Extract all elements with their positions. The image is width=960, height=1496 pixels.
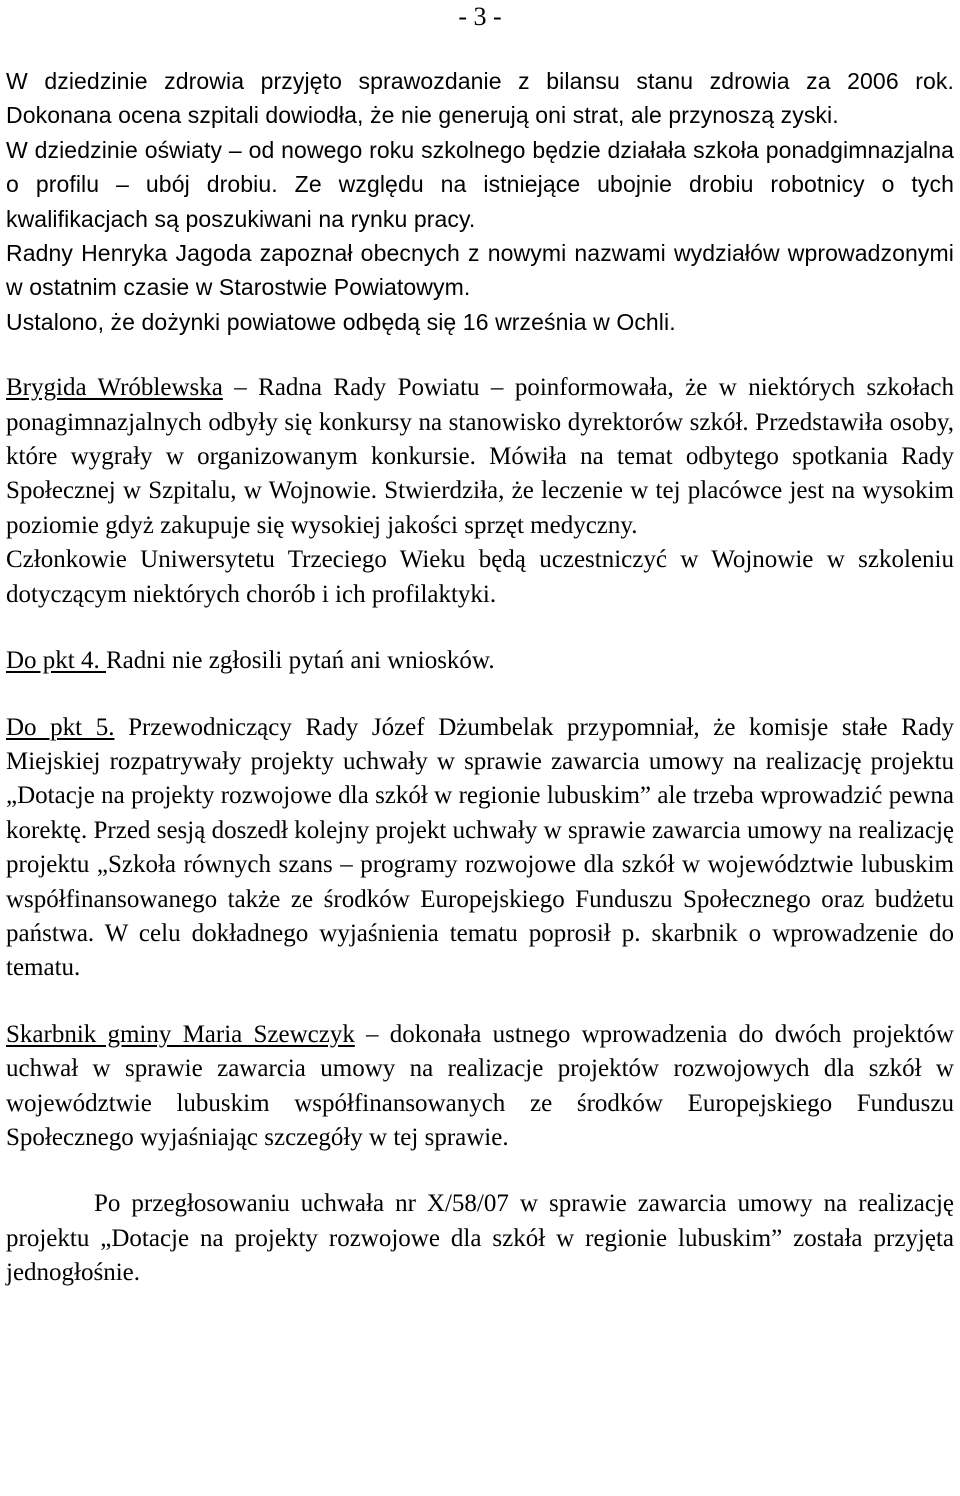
- speaker-text: – Radna Rady Powiatu – poinformowała, że w niektórych szkołach ponagimnazjalnych odbyły się konkursy na stanowisko dyrektorów szkół. Przedstawiła osoby, które wygrały w organizowanym konkursie. Mówiła na temat odbytego spotkania Rady Społecznej w Szpitalu, w Wojnowie. Stwierdziła, że leczenie w tej placówce jest na wysokim poziomie gdyż zakupuje się wysokiej jakości sprzęt medyczny.: [6, 374, 955, 539]
- document-body: [6, 64, 954, 1291]
- paragraph-point-5: [6, 711, 954, 986]
- paragraph-treasurer: [6, 1018, 954, 1156]
- point-5-label: Do pkt 5.: [6, 713, 115, 741]
- paragraph-university: Członkowie Uniwersytetu Trzeciego Wieku będą uczestniczyć w Wojnowie w szkoleniu dotyczącym niektórych chorób i ich profilaktyki.: [6, 546, 954, 608]
- speaker-name: Brygida Wróblewska: [6, 374, 223, 402]
- paragraph-harvest-festival: Ustalono, że dożynki powiatowe odbędą się 16 września w Ochli.: [6, 308, 676, 335]
- point-5-text: Przewodniczący Rady Józef Dżumbelak przypomniał, że komisje stałe Rady Miejskiej rozpatrywały projekty uchwały w sprawie zawarcia umowy na realizację projektu „Dotacje na projekty rozwojowe dla szkół w regionie lubuskim” ale trzeba wprowadzić pewna korektę. Przed sesją doszedł kolejny projekt uchwały w sprawie zawarcia umowy na realizację projektu „Szkoła równych szans – programy rozwojowe dla szkół w województwie lubuskim współfinansowanego także ze środków Europejskiego Funduszu Społecznego oraz budżetu państwa. W celu dokładnego wyjaśnienia tematu poprosił p. skarbnik o wprowadzenie do tematu.: [6, 713, 955, 982]
- page-number: - 3 -: [458, 2, 502, 31]
- point-4-text: Radni nie zgłosili pytań ani wniosków.: [106, 647, 495, 675]
- paragraph-point-4: [6, 644, 954, 678]
- paragraph-wroblewska: [6, 371, 954, 543]
- paragraph-resolution: Po przegłosowaniu uchwała nr X/58/07 w sprawie zawarcia umowy na realizację projektu „Dotacje na projekty rozwojowe dla szkół w regionie lubuskim” została przyjęta jednogłośnie.: [6, 1190, 954, 1287]
- section-reports: [6, 64, 954, 339]
- treasurer-name: Skarbnik gminy Maria Szewczyk: [6, 1020, 355, 1048]
- treasurer-text: – dokonała ustnego wprowadzenia do dwóch projektów uchwał w sprawie zawarcia umowy na realizacje projektów rozwojowych dla szkół w województwie lubuskim współfinansowanych ze środków Europejskiego Funduszu Społecznego wyjaśniając szczegóły w tej sprawie.: [6, 1020, 954, 1151]
- paragraph-health: W dziedzinie zdrowia przyjęto sprawozdanie z bilansu stanu zdrowia za 2006 rok. Dokonana ocena szpitali dowiodła, że nie generują oni strat, ale przynoszą zyski.: [6, 68, 954, 129]
- paragraph-education: W dziedzinie oświaty – od nowego roku szkolnego będzie działała szkoła ponadgimnazjalna o profilu – ubój drobiu. Ze względu na istniejące ubojnie drobiu robotnicy o tych kwalifikacjach są poszukiwani na rynku pracy.: [6, 136, 954, 232]
- point-4-label: Do pkt 4.: [6, 647, 106, 675]
- section-wroblewska: [6, 371, 954, 612]
- paragraph-councillor: Radny Henryka Jagoda zapoznał obecnych z nowymi nazwami wydziałów wprowadzonymi w ostatnim czasie w Starostwie Powiatowym.: [6, 240, 954, 301]
